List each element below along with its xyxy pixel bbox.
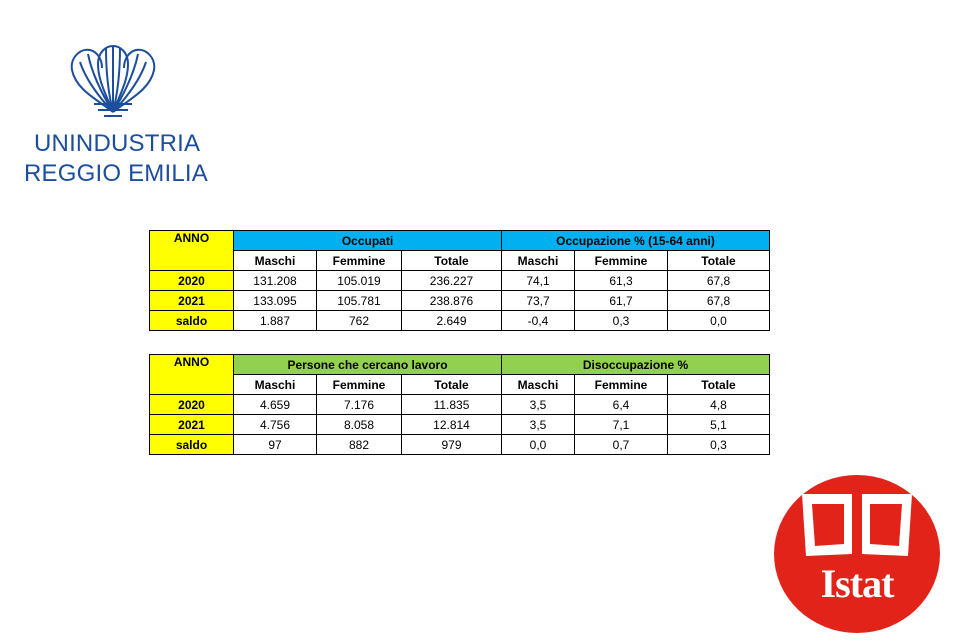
table-cell: 133.095 [234,291,317,311]
table-cell: 762 [317,311,402,331]
unindustria-logo [24,40,214,190]
employment-table [149,230,770,331]
table-subheader-row [150,251,770,271]
table-row [150,415,770,435]
table-cell: 0,0 [668,311,770,331]
table-cell: 12.814 [402,415,502,435]
table-subheader-row [150,375,770,395]
column-header: Femmine [317,251,402,271]
table-cell: 105.019 [317,271,402,291]
disoccupazione-percent-header: Disoccupazione % [502,355,770,375]
table-cell: -0,4 [502,311,575,331]
table-cell: 7,1 [575,415,668,435]
shell-emblem-icon [68,40,158,120]
table-cell: 73,7 [502,291,575,311]
table-cell: 4,8 [668,395,770,415]
table-cell: 67,8 [668,291,770,311]
table-cell: 979 [402,435,502,455]
column-header: Maschi [234,251,317,271]
table-cell: 0,7 [575,435,668,455]
table-cell: 97 [234,435,317,455]
column-header: Maschi [502,251,575,271]
table-cell: 0,3 [668,435,770,455]
table-cell: 7.176 [317,395,402,415]
anno-header: ANNO [150,231,234,271]
table-cell: 8.058 [317,415,402,435]
table-cell: 67,8 [668,271,770,291]
istat-logo [772,474,942,634]
table-cell: 236.227 [402,271,502,291]
table-cell: 74,1 [502,271,575,291]
table-row [150,395,770,415]
table-header-row [150,231,770,251]
occupati-header: Occupati [234,231,502,251]
row-label: saldo [150,435,234,455]
table-cell: 4.756 [234,415,317,435]
table-cell: 0,3 [575,311,668,331]
column-header: Totale [668,375,770,395]
column-header: Femmine [317,375,402,395]
column-header: Maschi [234,375,317,395]
table-cell: 238.876 [402,291,502,311]
table-cell: 2.649 [402,311,502,331]
persone-cercano-lavoro-header: Persone che cercano lavoro [234,355,502,375]
row-label: 2021 [150,291,234,311]
row-label: 2020 [150,271,234,291]
table-cell: 3,5 [502,395,575,415]
istat-wordmark: Istat [820,561,894,606]
table-cell: 5,1 [668,415,770,435]
table-cell: 61,3 [575,271,668,291]
table-cell: 882 [317,435,402,455]
table-cell: 1.887 [234,311,317,331]
unindustria-name: UNINDUSTRIA [34,130,201,157]
istat-emblem-icon [772,474,942,634]
table-row [150,311,770,331]
table-row [150,435,770,455]
table-cell: 6,4 [575,395,668,415]
row-label: saldo [150,311,234,331]
column-header: Totale [402,251,502,271]
row-label: 2020 [150,395,234,415]
table-cell: 61,7 [575,291,668,311]
occupazione-percent-header: Occupazione % (15-64 anni) [502,231,770,251]
table-cell: 3,5 [502,415,575,435]
table-cell: 0,0 [502,435,575,455]
unindustria-location: REGGIO EMILIA [24,160,208,187]
column-header: Femmine [575,375,668,395]
table-cell: 11.835 [402,395,502,415]
column-header: Totale [402,375,502,395]
column-header: Totale [668,251,770,271]
table-cell: 4.659 [234,395,317,415]
table-row [150,271,770,291]
table-header-row [150,355,770,375]
table-row [150,291,770,311]
anno-header: ANNO [150,355,234,395]
table-cell: 105.781 [317,291,402,311]
column-header: Maschi [502,375,575,395]
column-header: Femmine [575,251,668,271]
table-cell: 131.208 [234,271,317,291]
unemployment-table [149,354,770,455]
row-label: 2021 [150,415,234,435]
